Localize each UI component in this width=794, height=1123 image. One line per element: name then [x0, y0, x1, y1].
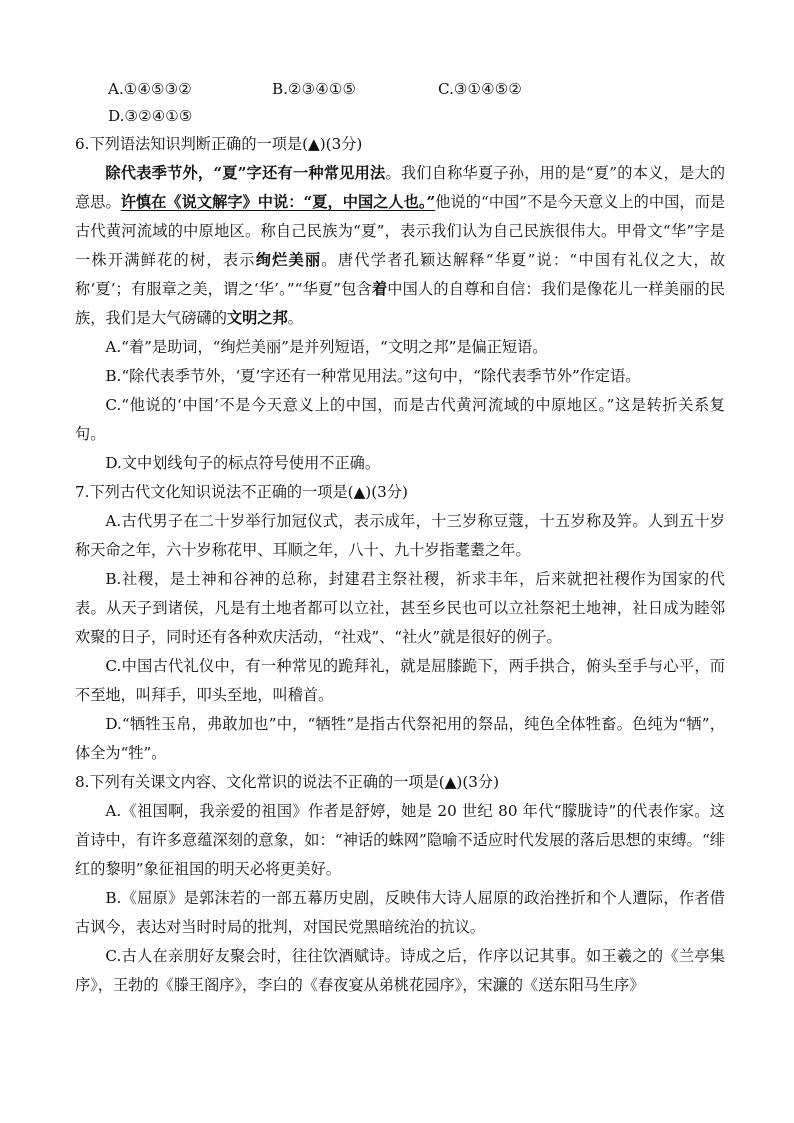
q5-options	[108, 76, 708, 130]
q8-option-b: B.《屈原》是郭沫若的一部五幕历史剧，反映伟大诗人屈原的政治挫折和个人遭际，作者借古讽今，表达对当时时局的批判，对国民党黑暗统治的抗议。	[75, 889, 725, 936]
q6-passage-bold-3: 着	[371, 280, 388, 298]
q5-option-a: A.①④⑤③②	[108, 80, 192, 98]
q6-underlined-sentence: 许慎在《说文解字》中说：“夏，中国之人也。”	[120, 193, 436, 211]
exam-content	[75, 130, 725, 1000]
q5-option-d: D.③②④①⑤	[108, 107, 193, 125]
q6-passage-text-3: 。唐代学者孔颖达解释“华夏”说：“中国有礼仪之大，故称‘夏’；有服章之美，谓之‘华’。”“华夏”包含	[75, 251, 726, 298]
q6-option-a: A.“着”是助词，“绚烂美丽”是并列短语，“文明之邦”是偏正短语。	[105, 338, 548, 356]
q6-passage-text-4: 中国人的自尊和自信：我们是像花儿一样美丽的民族，我们是大气磅礴的	[75, 280, 725, 327]
q6-passage-text-5: 。	[287, 309, 303, 327]
q6-stem: 6.下列语法知识判断正确的一项是(▲)(3分)	[75, 135, 363, 153]
q6-option-b: B.“除代表季节外，‘夏’字还有一种常见用法。”这句中，“除代表季节外”作定语。	[105, 367, 641, 385]
q7-option-d: D.“牺牲玉帛，弗敢加也”中，“牺牲”是指古代祭祀用的祭品，纯色全体牲畜。色纯为“牺”，体全为“牲”。	[75, 715, 725, 762]
q6-passage-text-1: 。我们自称华夏子孙，用的是“夏”的本义，是大的意思。	[75, 164, 726, 211]
q6-passage-bold-2: 绚烂美丽	[255, 251, 322, 269]
q6-passage-bold-1: 除代表季节外，“夏”字还有一种常见用法	[105, 164, 386, 182]
q7-option-b: B.社稷，是土神和谷神的总称，封建君主祭社稷，祈求丰年，后来就把社稷作为国家的代表。从天子到诸侯，凡是有土地者都可以立社，甚至乡民也可以立社祭祀土地神，社日成为睦邻欢聚的日子，同时还有各种欢庆活动，“社戏”、“社火”就是很好的例子。	[75, 570, 725, 646]
q8-option-a: A.《祖国啊，我亲爱的祖国》作者是舒婷，她是 20 世纪 80 年代“朦胧诗”的代表作家。这首诗中，有许多意蕴深刻的意象，如：“神话的蛛网”隐喻不适应时代发展的落后思想的束缚。“绯红的黎明”象征祖国的明天必将更美好。	[75, 802, 725, 878]
q7-option-c: C.中国古代礼仪中，有一种常见的跪拜礼，就是屈膝跪下，两手拱合，俯头至手与心平，而不至地，叫拜手，叩头至地，叫稽首。	[75, 657, 725, 704]
q5-option-c: C.③①④⑤②	[438, 80, 522, 98]
q6-passage-text-2: 他说的“中国”不是今天意义上的中国，而是古代黄河流域的中原地区。称自己民族为“夏”，表示我们认为自己民族很伟大。甲骨文“华”字是一株开满鲜花的树，表示	[75, 193, 726, 269]
q8-option-c: C.古人在亲朋好友聚会时，往往饮酒赋诗。诗成之后，作序以记其事。如王羲之的《兰亭集序》，王勃的《滕王阁序》，李白的《春夜宴从弟桃花园序》，宋濂的《送东阳马生序》	[75, 947, 725, 994]
q5-options-row-2	[108, 103, 708, 130]
q6-option-d: D.文中划线句子的标点符号使用不正确。	[105, 454, 381, 472]
q7-stem: 7.下列古代文化知识说法不正确的一项是(▲)(3分)	[75, 483, 408, 501]
q7-option-a: A.古代男子在二十岁举行加冠仪式，表示成年，十三岁称豆蔻，十五岁称及笄。人到五十岁称天命之年，六十岁称花甲、耳顺之年，八十、九十岁指耄耋之年。	[75, 512, 725, 559]
q6-passage-bold-4: 文明之邦	[226, 309, 288, 327]
q5-options-row-1	[108, 76, 708, 103]
q5-option-b: B.②③④①⑤	[272, 80, 357, 98]
q6-passage	[75, 159, 725, 333]
q8-stem: 8.下列有关课文内容、文化常识的说法不正确的一项是(▲)(3分)	[75, 773, 500, 791]
q6-option-c: C.“他说的‘中国’不是今天意义上的中国，而是古代黄河流域的中原地区。”这是转折关系复句。	[75, 396, 725, 443]
